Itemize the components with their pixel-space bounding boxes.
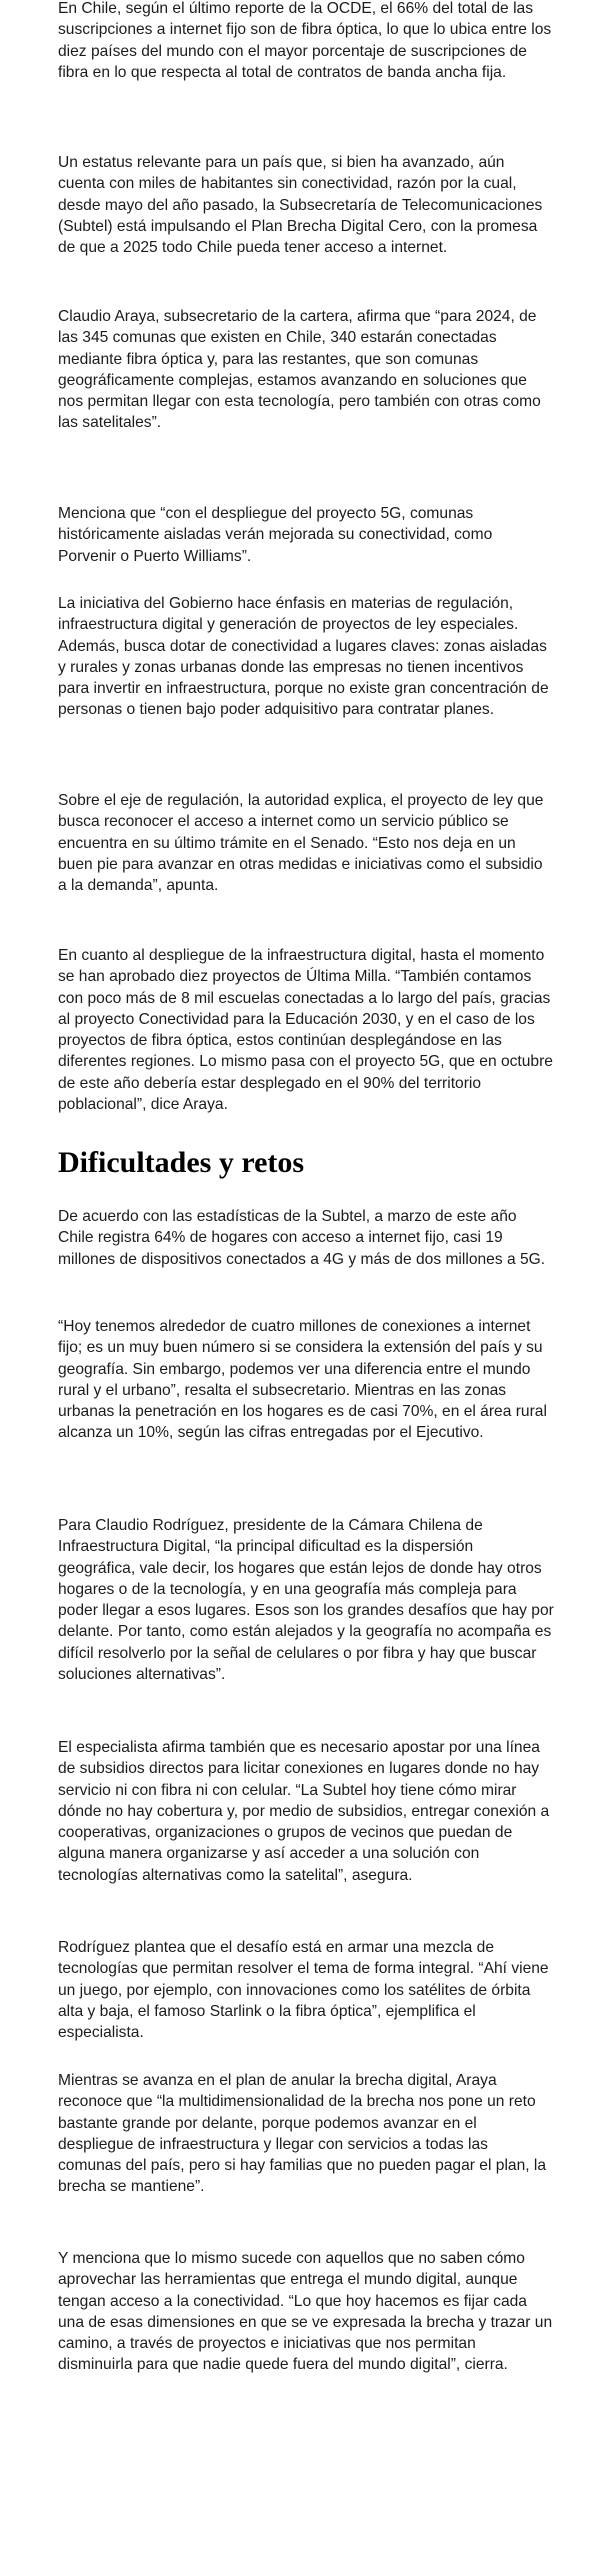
paragraph-estadisticas-subtel: De acuerdo con las estadísticas de la Subtel, a marzo de este año Chile registra 64% de hogares con acceso a internet fijo, casi 19 millones de dispositivos conectados a 4G y más de dos millones a 5G. [58,1208,546,1268]
paragraph-subsidios-directos: El especialista afirma también que es necesario apostar por una línea de subsidios directos para licitar conexiones en lugares donde no hay servicio ni con fibra ni con celular. “La Subtel hoy tiene cómo mirar dónde no hay cobertura y, por medio de subsidios, entregar conexión a cooperativas, organizaciones o grupos de vecinos que puedan de alguna manera organizarse y así acceder a una solución con tecnologías alternativas como la satelital”, asegura. [58,1739,550,1884]
paragraph-brecha-digital-cero: Un estatus relevante para un país que, si bien ha avanzado, aún cuenta con miles de habitantes sin conectividad, razón por la cual, desde mayo del año pasado, la Subsecretaría de Telecomunicaciones (Subtel) está impulsando el Plan Brecha Digital Cero, con la promesa de que a 2025 todo Chile pueda tener acceso a internet. [58,154,543,257]
paragraph-multidimensionalidad: Mientras se avanza en el plan de anular la brecha digital, Araya reconoce que “la multidimensionalidad de la brecha nos pone un reto bastante grande por delante, porque podemos avanzar en el despliegue de infraestructura y llegar con servicios a todas las comunas del país, pero si hay familias que no pueden pagar el plan, la brecha se mantiene”. [58,2072,547,2196]
paragraph-araya-comunas: Claudio Araya, subsecretario de la cartera, afirma que “para 2024, de las 345 comunas que existen en Chile, 340 estarán conectadas mediante fibra óptica y, para las restantes, que son comunas geográficamente complejas, estamos avanzando en soluciones que nos permitan llegar con esta tecnología, pero también con otras como las satelitales”. [58,308,541,432]
paragraph-rodriguez-dispersion: Para Claudio Rodríguez, presidente de la Cámara Chilena de Infraestructura Digital, “la principal dificultad es la dispersión geográfica, vale decir, los hogares que están lejos de donde hay otros hogares o de la tecnología, y en una geografía más compleja para poder llegar a esos lugares. Esos son los grandes desafíos que hay por delante. Por tanto, como están alejados y la geografía no acompaña es difícil resolverlo por la señal de celulares o por fibra y hay que buscar soluciones alternativas”. [58,1517,554,1684]
paragraph-conexiones-internet: “Hoy tenemos alrededor de cuatro millones de conexiones a internet fijo; es un muy buen número si se considera la extensión del país y su geografía. Sin embargo, podemos ver una diferencia entre el mundo rural y el urbano”, resalta el subsecretario. Mientras en las zonas urbanas la penetración en los hogares es de casi 70%, en el área rural alcanza un 10%, según las cifras entregadas por el Ejecutivo. [58,1318,547,1442]
paragraph-cierre: Y menciona que lo mismo sucede con aquellos que no saben cómo aprovechar las herramientas que entrega el mundo digital, aunque tengan acceso a la conectividad. “Lo que hoy hacemos es fijar cada una de esas dimensiones en que se ve expresada la brecha y trazar un camino, a través de proyectos e iniciativas que nos permitan disminuirla para que nadie quede fuera del mundo digital”, cierra. [58,2250,553,2374]
section-heading: Dificultades y retos [58,1146,305,1179]
paragraph-mezcla-tecnologias: Rodríguez plantea que el desafío está en armar una mezcla de tecnologías que permitan resolver el tema de forma integral. “Ahí viene un juego, por ejemplo, con innovaciones como los satélites de órbita alta y baja, el famoso Starlink o la fibra óptica”, ejemplifica el especialista. [58,1939,549,2042]
paragraph-iniciativa-gobierno: La iniciativa del Gobierno hace énfasis en materias de regulación, infraestructura digital y generación de proyectos de ley especiales. Además, busca dotar de conectividad a lugares claves: zonas aisladas y rurales y zonas urbanas donde las empresas no tienen incentivos para invertir en infraestructura, porque no existe gran concentración de personas o tienen bajo poder adquisitivo para contratar planes. [58,595,549,719]
paragraph-eje-regulacion: Sobre el eje de regulación, la autoridad explica, el proyecto de ley que busca reconocer el acceso a internet como un servicio público se encuentra en su último trámite en el Senado. “Esto nos deja en un buen pie para avanzar en otras medidas e iniciativas como el subsidio a la demanda”, apunta. [58,792,544,895]
paragraph-ocde-fiber: En Chile, según el último reporte de la OCDE, el 66% del total de las suscripciones a internet fijo son de fibra óptica, lo que lo ubica entre los diez países del mundo con el mayor porcentaje de suscripciones de fibra en lo que respecta al total de contratos de banda ancha fija. [58,0,552,81]
paragraph-infraestructura-digital: En cuanto al despliegue de la infraestructura digital, hasta el momento se han aprobado diez proyectos de Última Milla. “También contamos con poco más de 8 mil escuelas conectadas a lo largo del país, gracias al proyecto Conectividad para la Educación 2030, y en el caso de los proyectos de fibra óptica, estos continúan desplegándose en las diferentes regiones. Lo mismo pasa con el proyecto 5G, que en octubre de este año debería estar desplegado en el 90% del territorio poblacional”, dice Araya. [58,947,553,1114]
paragraph-5g-comunas: Menciona que “con el despliegue del proyecto 5G, comunas históricamente aisladas verán mejorada su conectividad, como Porvenir o Puerto Williams”. [58,505,493,565]
